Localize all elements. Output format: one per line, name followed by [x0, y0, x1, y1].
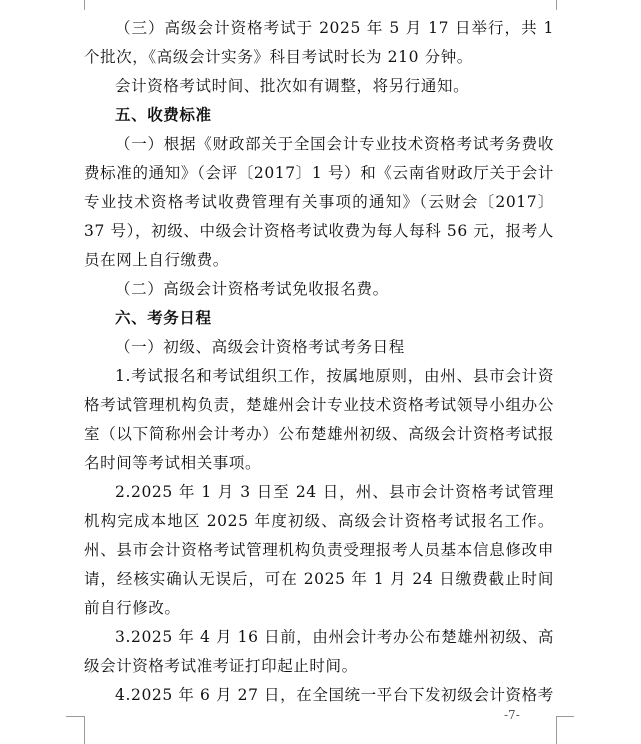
crop-mark-bottom-right-v [556, 716, 557, 744]
paragraph-item-1: 1.考试报名和考试组织工作，按属地原则，由州、县市会计资格考试管理机构负责，楚雄州会计专业技术资格考试领导小组办公室（以下简称州会计考办）公布楚雄州初级、高级会计资格考试报名时间等考试相关事项。 [84, 367, 554, 472]
crop-mark-bottom-left-h [66, 716, 84, 717]
crop-mark-bottom-left-v [84, 716, 85, 744]
paragraph-item-4: 4.2025 年 6 月 27 日，在全国统一平台下发初级会计资格考 [115, 686, 554, 704]
paragraph-schedule-subtitle: （一）初级、高级会计资格考试考务日程 [115, 338, 405, 356]
paragraph-fee-exemption: （二）高级会计资格考试免收报名费。 [115, 280, 389, 298]
page-number: -7- [504, 708, 520, 722]
crop-mark-bottom-right-h [556, 716, 574, 717]
paragraph-fee-standard: （一）根据《财政部关于全国会计专业技术资格考试考务费收费标准的通知》（会评〔2017〕1 号）和《云南省财政厅关于会计专业技术资格考试收费管理有关事项的通知》（云财会〔2017〕37 号），初级、中级会计资格考试收费为每人每科 56 元，报考人员在网上自行缴费。 [84, 135, 554, 269]
paragraph-exam-date: （三）高级会计资格考试于 2025 年 5 月 17 日举行，共 1 个批次，《高级会计实务》科目考试时长为 210 分钟。 [84, 19, 554, 66]
crop-mark-top-left-v [84, 0, 85, 10]
section-heading-fees: 五、收费标准 [115, 106, 212, 124]
crop-mark-top-right-v [556, 0, 557, 10]
document-body [84, 14, 554, 710]
paragraph-item-3: 3.2025 年 4 月 16 日前，由州会计考办公布楚雄州初级、高级会计资格考试准考证打印起止时间。 [84, 628, 554, 675]
paragraph-schedule-change: 会计资格考试时间、批次如有调整，将另行通知。 [115, 77, 470, 95]
paragraph-item-2: 2.2025 年 1 月 3 日至 24 日，州、县市会计资格考试管理机构完成本地区 2025 年度初级、高级会计资格考试报名工作。州、县市会计资格考试管理机构负责受理报考人员基本信息修改申请，经核实确认无误后，可在 2025 年 1 月 24 日缴费截止时间前自行修改。 [84, 483, 554, 617]
section-heading-schedule: 六、考务日程 [115, 309, 212, 327]
